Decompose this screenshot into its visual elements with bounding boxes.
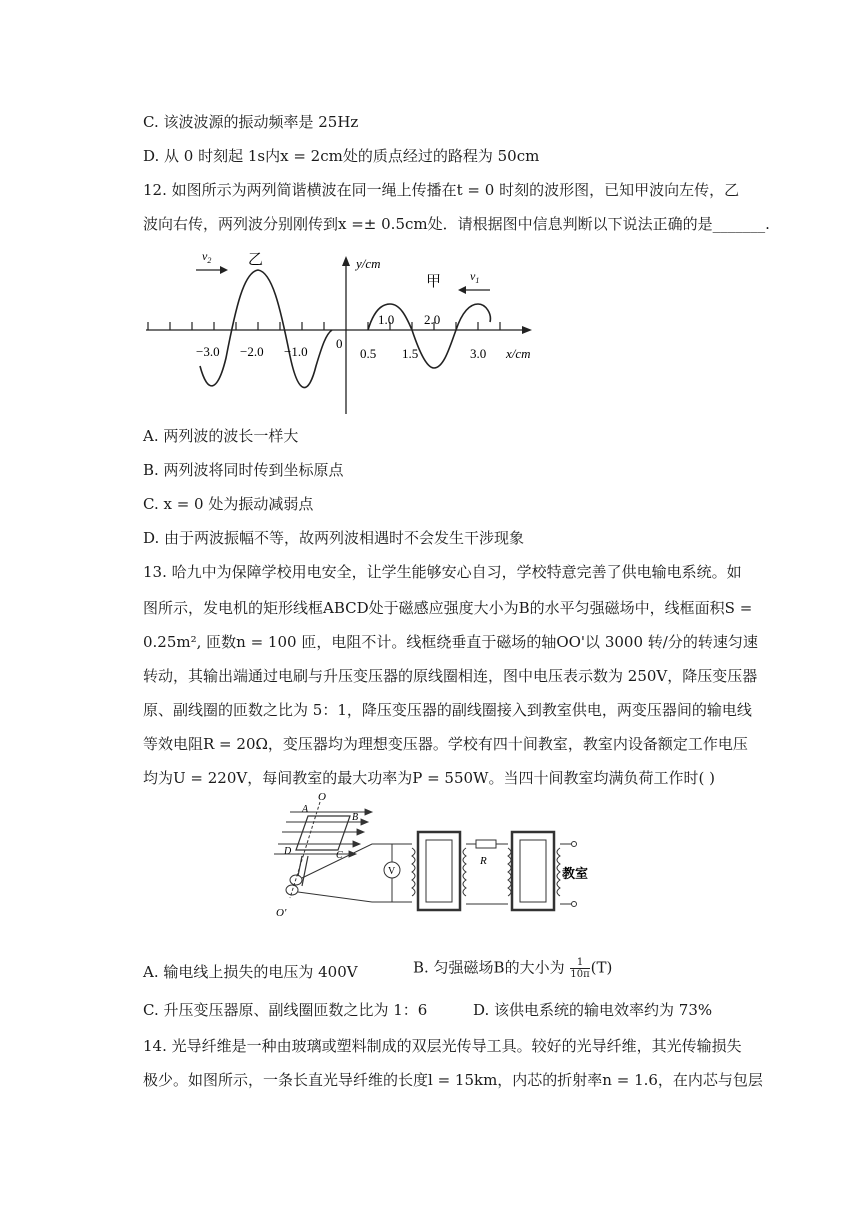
wave-yi bbox=[200, 270, 332, 388]
q13-stem-line-7: 均为U = 220V，每间教室的最大功率为P = 550W。当四十间教室均满负荷工作时( ) bbox=[143, 769, 715, 787]
q13-stem-line-1: 13. 哈九中为保障学校用电安全，让学生能够安心自习，学校特意完善了供电输电系统。如 bbox=[143, 563, 742, 581]
q12-wave-figure bbox=[140, 246, 560, 418]
coil-frame bbox=[296, 816, 350, 850]
label-b: B bbox=[352, 812, 359, 823]
q11-option-d: D. 从 0 时刻起 1s内x = 2cm处的质点经过的路程为 50cm bbox=[143, 147, 540, 165]
q13-stem-line-4: 转动，其输出端通过电刷与升压变压器的原线圈相连，图中电压表示数为 250V，降压变压器 bbox=[143, 667, 758, 685]
x-axis-arrow bbox=[522, 326, 532, 334]
q12-stem-line-1: 12. 如图所示为两列简谐横波在同一绳上传播在t = 0 时刻的波形图，已知甲波向左传，乙 bbox=[143, 181, 740, 199]
x-axis-label: x/cm bbox=[506, 346, 531, 361]
label-v: V bbox=[388, 866, 396, 877]
q14-stem-line-2: 极少。如图所示，一条长直光导纤维的长度l = 15km，内芯的折射率n = 1.6，在内芯与包层 bbox=[143, 1071, 763, 1089]
q13-option-b-suffix: (T) bbox=[590, 958, 613, 977]
origin-label: 0 bbox=[336, 336, 343, 351]
q13-option-d: D. 该供电系统的输电效率约为 73% bbox=[473, 1001, 713, 1019]
tick-neg1: −1.0 bbox=[284, 344, 308, 359]
fraction bbox=[570, 957, 589, 980]
q13-stem-line-2: 图所示，发电机的矩形线框ABCD处于磁感应强度大小为B的水平匀强磁场中，线框面积S = bbox=[143, 599, 753, 617]
q12-option-d: D. 由于两波振幅不等，故两列波相遇时不会发生干涉现象 bbox=[143, 529, 525, 547]
v2-label: $v_2$ bbox=[202, 249, 212, 265]
q13-stem-line-6: 等效电阻R = 20Ω，变压器均为理想变压器。学校有四十间教室，教室内设备额定工作电压 bbox=[143, 735, 748, 753]
tick-neg3: −3.0 bbox=[196, 344, 220, 359]
q13-option-a: A. 输电线上损失的电压为 400V bbox=[143, 963, 358, 981]
step-down-transformer bbox=[512, 832, 554, 910]
q13-stem-line-3: 0.25m², 匝数n = 100 匝，电阻不计。线框绕垂直于磁场的轴OO'以 3000 转/分的转速匀速 bbox=[143, 633, 758, 651]
q13-option-c: C. 升压变压器原、副线圈匝数之比为 1：6 bbox=[143, 1001, 428, 1019]
wave-graph bbox=[140, 246, 560, 418]
y-axis-arrow bbox=[342, 256, 350, 266]
q12-option-b: B. 两列波将同时传到坐标原点 bbox=[143, 461, 344, 479]
label-yi: 乙 bbox=[248, 252, 264, 268]
q12-option-a: A. 两列波的波长一样大 bbox=[143, 427, 299, 445]
fraction-numerator: 1 bbox=[570, 957, 589, 969]
label-d: D bbox=[284, 846, 292, 857]
label-c: C bbox=[336, 850, 343, 861]
label-o-prime: O' bbox=[276, 907, 287, 919]
q12-option-c: C. x = 0 处为振动减弱点 bbox=[143, 495, 314, 513]
tick-3-0: 3.0 bbox=[470, 346, 487, 361]
label-jia: 甲 bbox=[426, 274, 442, 290]
fraction-denominator: 10π bbox=[570, 969, 590, 980]
resistor-r bbox=[476, 840, 496, 848]
q13-option-b bbox=[413, 957, 612, 980]
tick-1-0: 1.0 bbox=[378, 312, 395, 327]
tick-neg2: −2.0 bbox=[240, 344, 264, 359]
x-ticks bbox=[148, 322, 500, 330]
tick-2-0: 2.0 bbox=[424, 312, 441, 327]
q12-stem-line-2: 波向右传，两列波分别刚传到x =± 0.5cm处．请根据图中信息判断以下说法正确的是_______. bbox=[143, 215, 770, 233]
label-classroom: 教室 bbox=[562, 866, 589, 881]
q13-stem-line-5: 原、副线圈的匝数之比为 5：1，降压变压器的副线圈接入到教室供电，两变压器间的输电线 bbox=[143, 701, 752, 719]
label-r: R bbox=[480, 855, 487, 867]
tick-1-5: 1.5 bbox=[402, 346, 419, 361]
label-o: O bbox=[318, 792, 326, 803]
step-up-transformer bbox=[418, 832, 460, 910]
y-axis-label: y/cm bbox=[356, 256, 381, 271]
q13-option-b-prefix: B. 匀强磁场B的大小为 bbox=[413, 958, 565, 977]
q14-stem-line-1: 14. 光导纤维是一种由玻璃或塑料制成的双层光传导工具。较好的光导纤维，其光传输损失 bbox=[143, 1037, 742, 1055]
tick-0-5: 0.5 bbox=[360, 346, 377, 361]
v1-label: $v_1$ bbox=[470, 269, 480, 285]
label-a: A bbox=[302, 804, 309, 815]
generator-circuit bbox=[272, 792, 598, 920]
q13-circuit-figure bbox=[272, 792, 598, 920]
q11-option-c: C. 该波波源的振动频率是 25Hz bbox=[143, 113, 359, 131]
